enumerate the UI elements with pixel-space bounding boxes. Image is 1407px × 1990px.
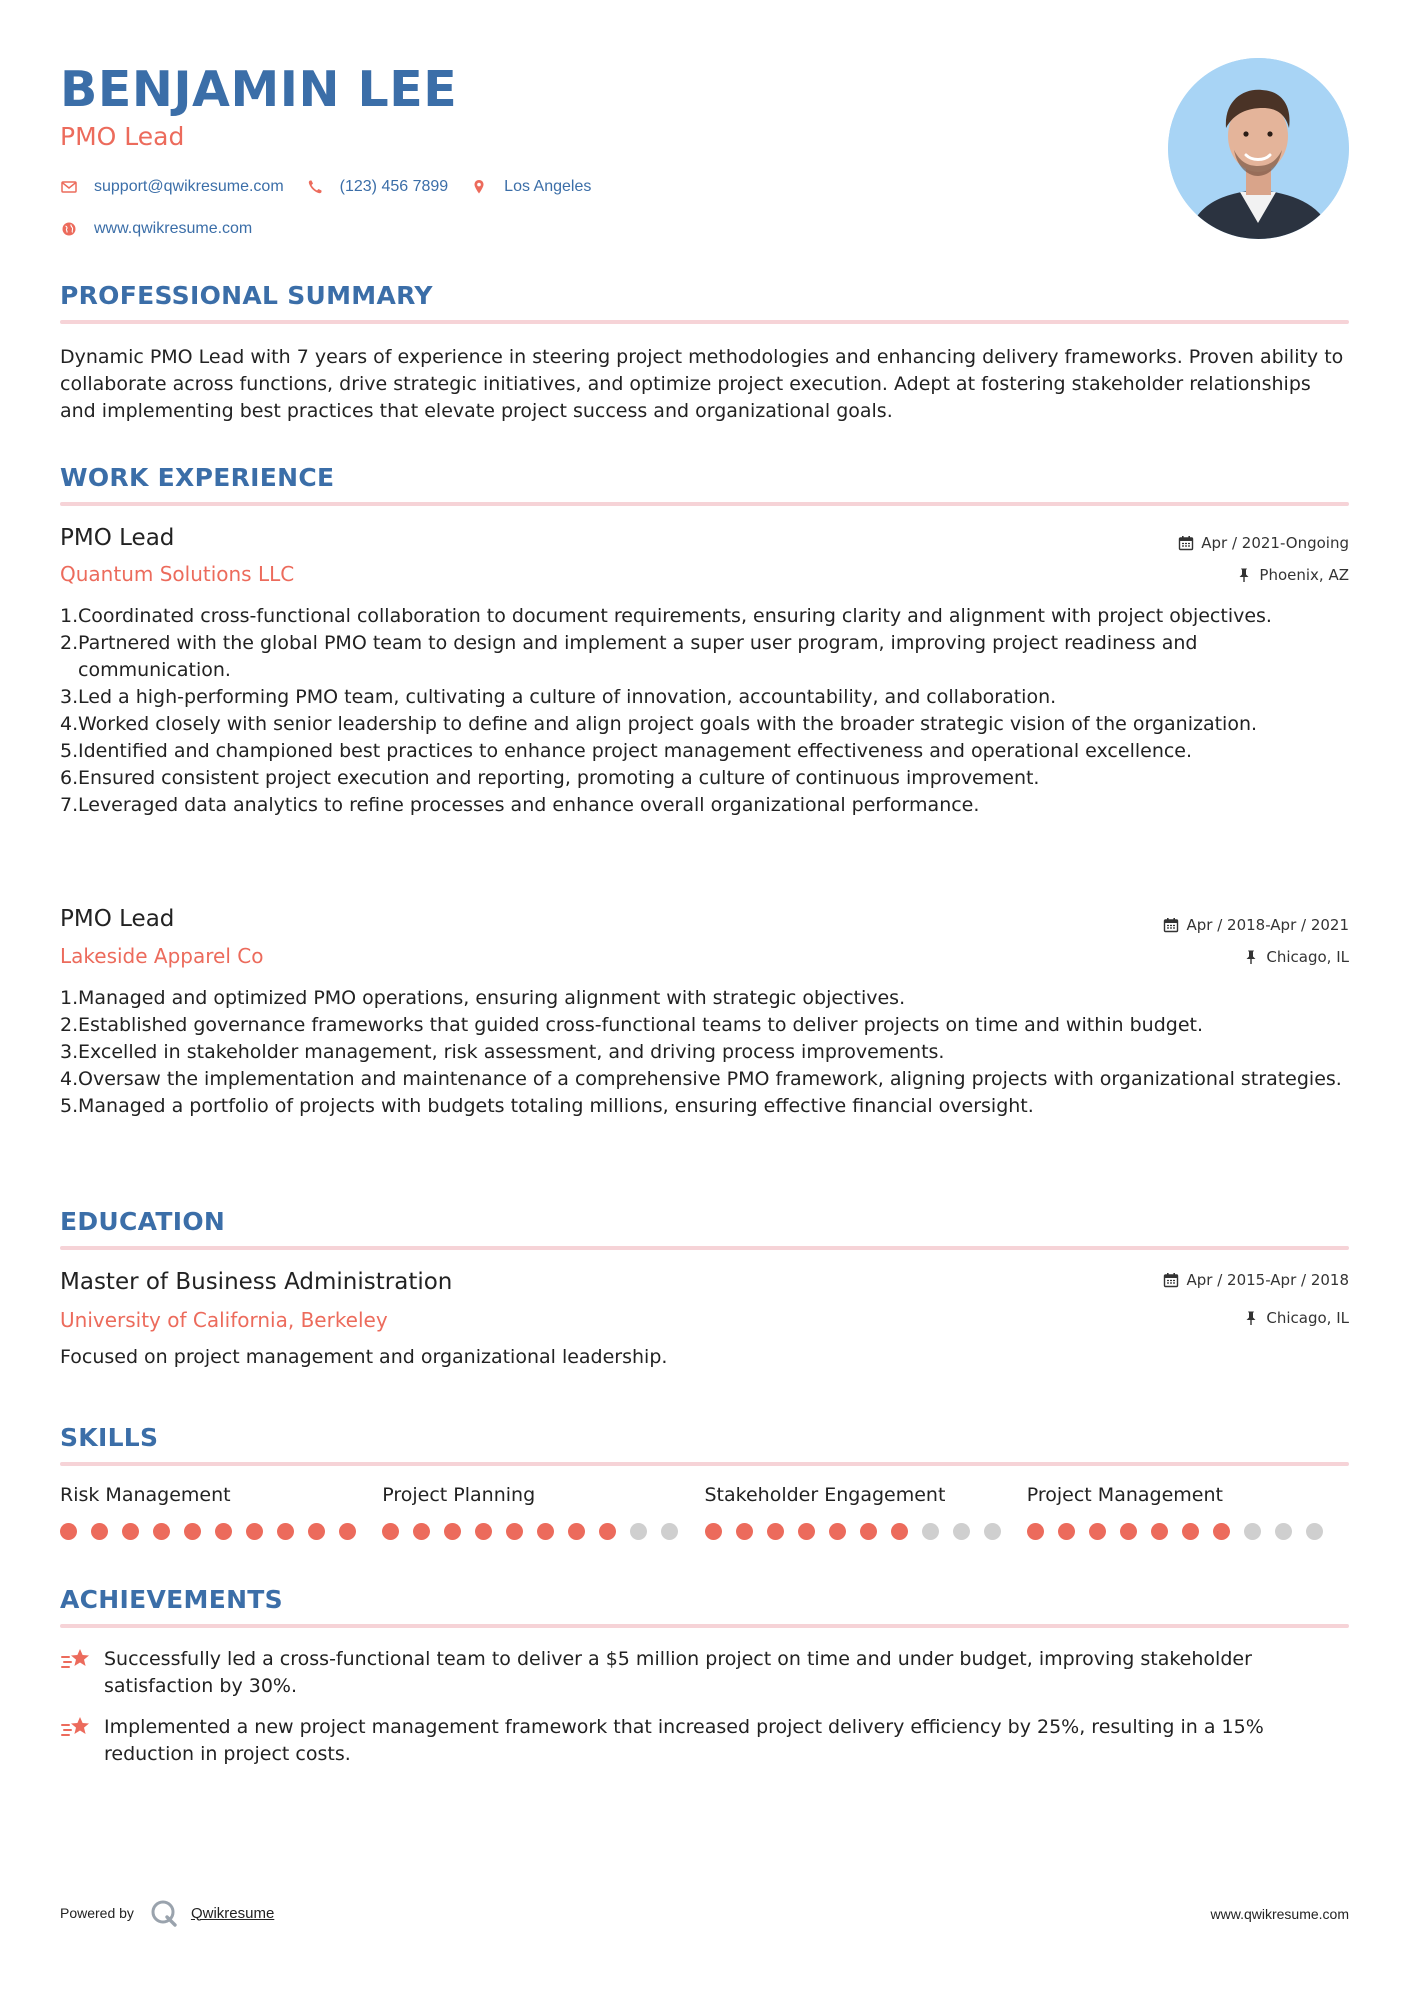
duties-list (60, 603, 1349, 819)
dates-text: Apr / 2021-Ongoing (1201, 534, 1349, 552)
rating-dot-filled (537, 1523, 554, 1540)
pushpin-icon (1243, 1310, 1259, 1326)
skill-item (705, 1483, 1027, 1540)
rating-dot-empty (922, 1523, 939, 1540)
experience-heading: WORK EXPERIENCE (60, 463, 335, 492)
envelope-icon (60, 178, 78, 196)
candidate-name: BENJAMIN LEE (60, 61, 458, 118)
education-heading: EDUCATION (60, 1207, 226, 1236)
location-text: Los Angeles (504, 178, 592, 195)
rating-dot-empty (1244, 1523, 1261, 1540)
contact-row (60, 176, 1160, 198)
rating-dot-filled (705, 1523, 722, 1540)
dates-text: Apr / 2015-Apr / 2018 (1186, 1271, 1349, 1289)
powered-by (60, 1898, 274, 1928)
calendar-icon (1163, 917, 1179, 933)
rating-dot-filled (475, 1523, 492, 1540)
rating-dot-filled (599, 1523, 616, 1540)
rating-dot-filled (308, 1523, 325, 1540)
rating-dot-filled (1182, 1523, 1199, 1540)
rating-dot-empty (1275, 1523, 1292, 1540)
location-text: Phoenix, AZ (1259, 566, 1349, 584)
location-text: Chicago, IL (1266, 1309, 1349, 1327)
rating-dot-filled (1213, 1523, 1230, 1540)
phone-text: (123) 456 7899 (339, 178, 449, 195)
education-description: Focused on project management and organizational leadership. (60, 1346, 668, 1368)
list-item: 3. Led a high-performing PMO team, cultivating a culture of innovation, accountability, and collaboration. (60, 686, 1057, 708)
rating-dot-filled (277, 1523, 294, 1540)
rating-dot-filled (60, 1523, 77, 1540)
section-divider (60, 320, 1349, 324)
education-dates (1163, 1270, 1349, 1290)
list-item: 4. Worked closely with senior leadership to define and align project goals with the broader strategic vision of the organization. (60, 713, 1258, 735)
job-location (1236, 565, 1349, 585)
rating-dot-empty (1306, 1523, 1323, 1540)
shooting-star-icon (60, 1714, 92, 1742)
skill-rating (1027, 1523, 1349, 1540)
rating-dot-filled (829, 1523, 846, 1540)
rating-dot-filled (382, 1523, 399, 1540)
section-divider (60, 502, 1349, 506)
summary-text: Dynamic PMO Lead with 7 years of experience in steering project methodologies and enhancing delivery frameworks. Proven ability to collaborate across functions, drive strategic initiatives, and optimize project execution. Adept at fostering stakeholder relationships and implementing best practices that elevate project success and organizational goals. (60, 346, 1344, 422)
calendar-icon (1163, 1272, 1179, 1288)
profile-photo (1168, 58, 1349, 239)
skill-rating (60, 1523, 382, 1540)
calendar-icon (1178, 535, 1194, 551)
rating-dot-filled (860, 1523, 877, 1540)
section-divider (60, 1462, 1349, 1466)
list-item: 6. Ensured consistent project execution and reporting, promoting a culture of continuous improvement. (60, 767, 1040, 789)
rating-dot-empty (984, 1523, 1001, 1540)
achievement-item (60, 1714, 1349, 1768)
list-item: 5. Identified and championed best practices to enhance project management effectiveness and operational excellence. (60, 740, 1193, 762)
dates-text: Apr / 2018-Apr / 2021 (1186, 916, 1349, 934)
section-divider (60, 1624, 1349, 1628)
skill-name: Project Planning (382, 1484, 536, 1506)
achievement-item (60, 1646, 1349, 1700)
education-location (1243, 1308, 1349, 1328)
pushpin-icon (1243, 949, 1259, 965)
skill-item (1027, 1483, 1349, 1540)
footer-website[interactable]: www.qwikresume.com (1210, 1906, 1349, 1922)
phone-item[interactable] (306, 178, 449, 196)
skills-heading: SKILLS (60, 1423, 159, 1452)
location-text: Chicago, IL (1266, 948, 1349, 966)
phone-icon (306, 178, 324, 196)
rating-dot-empty (630, 1523, 647, 1540)
rating-dot-empty (953, 1523, 970, 1540)
skill-name: Risk Management (60, 1484, 231, 1506)
job-location (1243, 947, 1349, 967)
rating-dot-filled (798, 1523, 815, 1540)
skill-item (382, 1483, 704, 1540)
degree-title: Master of Business Administration (60, 1269, 453, 1295)
job-title: PMO Lead (60, 906, 175, 932)
list-item: 2. Established governance frameworks that guided cross-functional teams to deliver projects on time and within budget. (60, 1014, 1203, 1036)
resume-header (60, 62, 1160, 240)
rating-dot-filled (736, 1523, 753, 1540)
company-name: Quantum Solutions LLC (60, 562, 295, 586)
skill-rating (382, 1523, 704, 1540)
skill-name: Project Management (1026, 1484, 1223, 1506)
email-text: support@qwikresume.com (94, 178, 284, 195)
pushpin-icon (1236, 567, 1252, 583)
rating-dot-filled (1058, 1523, 1075, 1540)
globe-icon (60, 220, 78, 238)
rating-dot-filled (122, 1523, 139, 1540)
rating-dot-filled (767, 1523, 784, 1540)
skill-rating (705, 1523, 1027, 1540)
skill-item (60, 1483, 382, 1540)
rating-dot-filled (568, 1523, 585, 1540)
qwikresume-logo-icon (149, 1898, 179, 1928)
rating-dot-filled (1120, 1523, 1137, 1540)
job-dates (1163, 915, 1349, 935)
section-divider (60, 1246, 1349, 1250)
list-item: 7. Leveraged data analytics to refine processes and enhance overall organizational performance. (60, 794, 980, 816)
rating-dot-filled (413, 1523, 430, 1540)
rating-dot-filled (339, 1523, 356, 1540)
email-item[interactable] (60, 178, 284, 196)
rating-dot-filled (184, 1523, 201, 1540)
school-name: University of California, Berkeley (60, 1308, 388, 1332)
list-item: 2. Partnered with the global PMO team to design and implement a super user program, improving project readiness and communication. (60, 632, 1198, 681)
summary-heading: PROFESSIONAL SUMMARY (60, 281, 433, 310)
brand-link[interactable]: Qwikresume (190, 1904, 275, 1922)
website-row (60, 218, 1160, 240)
achievement-text: Successfully led a cross-functional team to deliver a $5 million project on time and under budget, improving stakeholder satisfaction by 30%. (104, 1648, 1252, 1697)
duties-list (60, 985, 1349, 1120)
map-pin-icon (470, 178, 488, 196)
skills-grid (60, 1483, 1349, 1540)
list-item: 3. Excelled in stakeholder management, risk assessment, and driving process improvements. (60, 1041, 945, 1063)
powered-by-label: Powered by (60, 1905, 134, 1921)
list-item: 4. Oversaw the implementation and maintenance of a comprehensive PMO framework, aligning projects with organizational strategies. (60, 1068, 1342, 1090)
candidate-role: PMO Lead (60, 122, 185, 151)
list-item: 5. Managed a portfolio of projects with budgets totaling millions, ensuring effective financial oversight. (60, 1095, 1034, 1117)
rating-dot-filled (91, 1523, 108, 1540)
skill-name: Stakeholder Engagement (704, 1484, 946, 1506)
rating-dot-filled (1089, 1523, 1106, 1540)
shooting-star-icon (60, 1646, 92, 1674)
website-text: www.qwikresume.com (94, 220, 253, 237)
location-item (470, 178, 591, 196)
rating-dot-filled (891, 1523, 908, 1540)
rating-dot-filled (1027, 1523, 1044, 1540)
achievement-text: Implemented a new project management framework that increased project delivery efficiency by 25%, resulting in a 15% reduction in project costs. (104, 1716, 1264, 1765)
rating-dot-filled (215, 1523, 232, 1540)
rating-dot-filled (1151, 1523, 1168, 1540)
rating-dot-filled (246, 1523, 263, 1540)
achievements-heading: ACHIEVEMENTS (60, 1585, 283, 1614)
job-dates (1178, 533, 1349, 553)
rating-dot-empty (661, 1523, 678, 1540)
list-item: 1. Coordinated cross-functional collaboration to document requirements, ensuring clarity and alignment with project objectives. (60, 605, 1272, 627)
rating-dot-filled (153, 1523, 170, 1540)
job-title: PMO Lead (60, 525, 175, 551)
rating-dot-filled (506, 1523, 523, 1540)
company-name: Lakeside Apparel Co (60, 944, 264, 968)
website-item[interactable] (60, 220, 252, 238)
list-item: 1. Managed and optimized PMO operations, ensuring alignment with strategic objectives. (60, 987, 906, 1009)
rating-dot-filled (444, 1523, 461, 1540)
